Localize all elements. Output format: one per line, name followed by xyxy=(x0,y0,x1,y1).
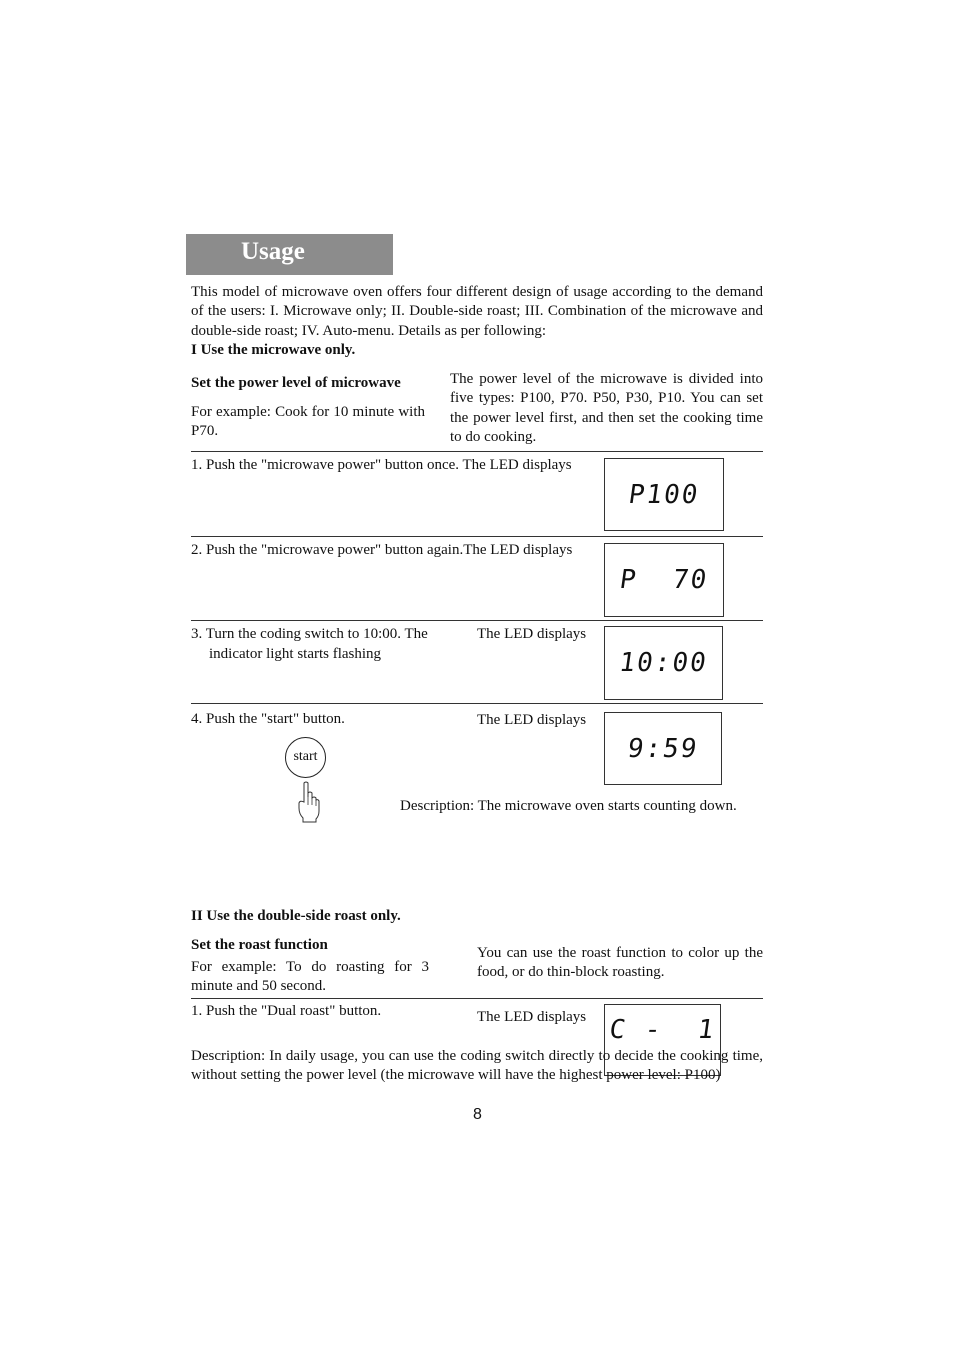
divider xyxy=(191,536,763,537)
step3-led-label: The LED displays xyxy=(477,626,587,642)
section2-subtitle: Set the roast function xyxy=(191,937,328,953)
section2-example: For example: To do roasting for 3 minute and 50 second. xyxy=(191,959,429,995)
step3-text-line2: indicator light starts flashing xyxy=(209,646,382,662)
page-number: 8 xyxy=(473,1106,482,1123)
section2-step-text: 1. Push the "Dual roast" button. xyxy=(191,1003,382,1019)
heading-text: Usage xyxy=(241,238,305,265)
step2-text: 2. Push the "microwave power" button again.The LED displays xyxy=(191,542,573,558)
led-readout: P 70 xyxy=(617,565,711,595)
led-display-step1 xyxy=(604,458,724,531)
section2-led-label: The LED displays xyxy=(477,1009,587,1025)
section-heading xyxy=(186,234,393,275)
section1-title: I Use the microwave only. xyxy=(191,342,356,358)
divider xyxy=(191,998,763,999)
step4-text: 4. Push the "start" button. xyxy=(191,711,345,727)
pointing-hand-icon xyxy=(296,781,322,823)
led-display-step2 xyxy=(604,543,724,617)
section2-info: You can use the roast function to color up the food, or do thin-block roasting. xyxy=(477,945,763,981)
section1-example: For example: Cook for 10 minute with P70. xyxy=(191,404,425,440)
start-button-label: start xyxy=(293,749,318,764)
section1-info: The power level of the microwave is divided into five types: P100, P70. P50, P30, P10. You can set the power level first, and then set the cooking time to do cooking. xyxy=(450,371,763,445)
divider xyxy=(191,451,763,452)
led-display-step4 xyxy=(604,712,722,785)
step1-text: 1. Push the "microwave power" button once. The LED displays xyxy=(191,457,572,473)
section1-subtitle: Set the power level of microwave xyxy=(191,375,401,391)
step3-text-line1: 3. Turn the coding switch to 10:00. The xyxy=(191,626,428,642)
divider xyxy=(191,620,763,621)
step4-led-label: The LED displays xyxy=(477,712,587,728)
led-readout: P100 xyxy=(626,479,702,510)
divider xyxy=(191,703,763,704)
led-readout: C - 1 xyxy=(607,1014,718,1045)
led-readout: 9:59 xyxy=(625,733,701,764)
section1-description: Description: The microwave oven starts counting down. xyxy=(400,798,737,814)
section2-title: II Use the double-side roast only. xyxy=(191,908,401,924)
led-readout: 10:00 xyxy=(617,648,710,678)
led-display-step3 xyxy=(604,626,723,700)
section2-description: Description: In daily usage, you can use the coding switch directly to decide the cooking time, without setting the power level (the microwave will have the highest power level: P100) xyxy=(191,1048,763,1084)
start-button[interactable] xyxy=(285,737,326,778)
intro-paragraph: This model of microwave oven offers four different design of usage according to the demand of the users: I. Microwave only; II. Double-side roast; III. Combination of the microwave and double-side roast; IV. Auto-menu. Details as per following: xyxy=(191,284,763,339)
